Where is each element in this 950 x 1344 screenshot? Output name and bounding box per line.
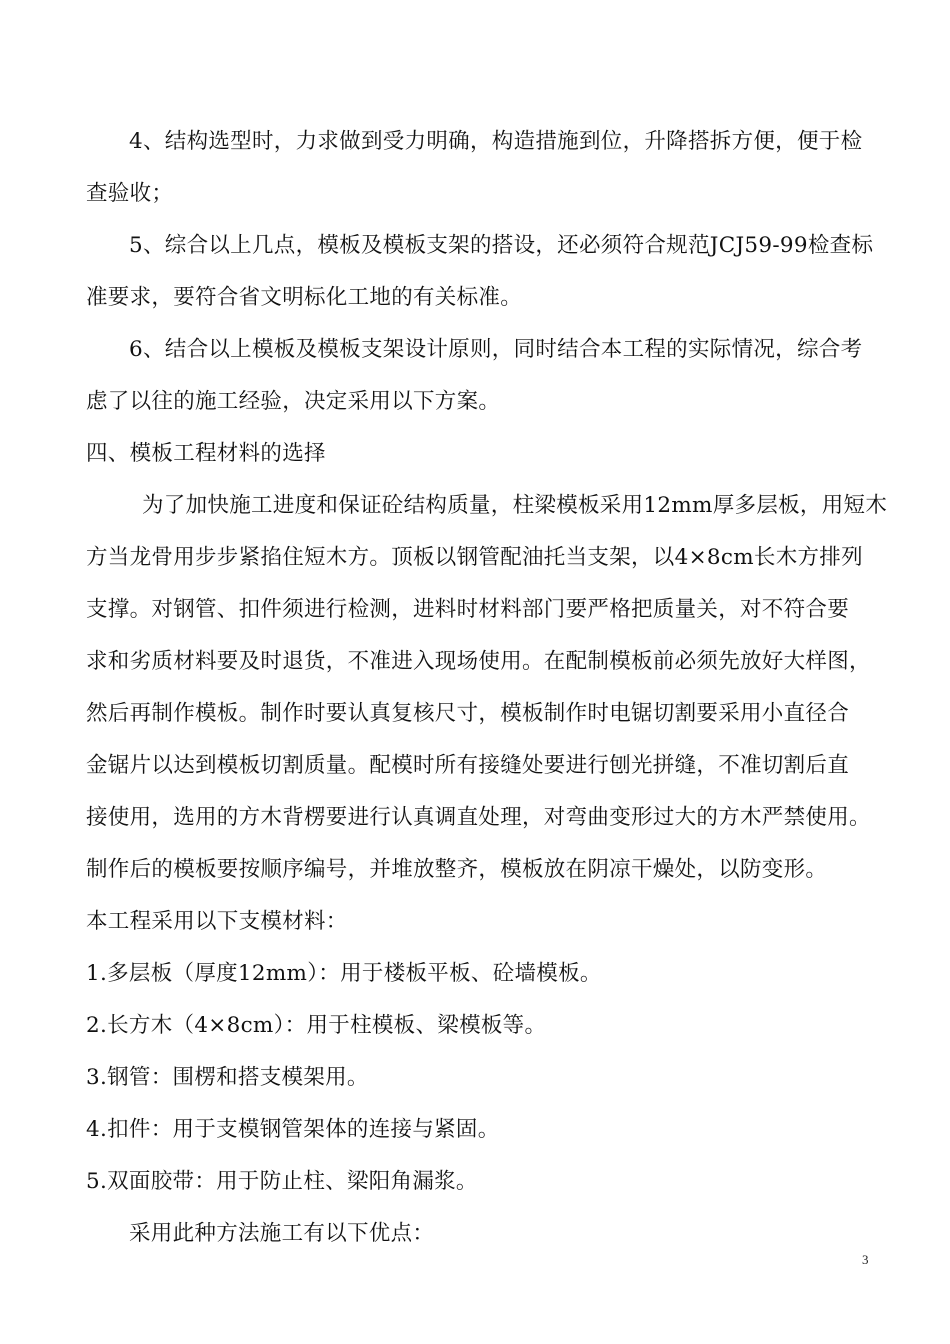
text-line: 虑了以往的施工经验，决定采用以下方案。 (86, 389, 501, 414)
text-line: 采用此种方法施工有以下优点： (129, 1221, 435, 1246)
text-line: 1.多层板（厚度12mm）：用于楼板平板、砼墙模板。 (86, 961, 602, 986)
text-line: 支撑。对钢管、扣件须进行检测，进料时材料部门要严格把质量关，对不符合要 (86, 597, 850, 622)
text-line: 方当龙骨用步步紧掐住短木方。顶板以钢管配油托当支架，以4×8cm长木方排列 (86, 545, 863, 570)
text-line: 6、结合以上模板及模板支架设计原则，同时结合本工程的实际情况，综合考 (129, 337, 863, 362)
text-line: 3.钢管：围楞和搭支模架用。 (86, 1065, 369, 1090)
text-line: 准要求，要符合省文明标化工地的有关标准。 (86, 285, 523, 310)
text-line: 2.长方木（4×8cm）：用于柱模板、梁模板等。 (86, 1013, 547, 1038)
text-line: 4、结构选型时，力求做到受力明确，构造措施到位，升降搭拆方便，便于检 (129, 129, 863, 154)
body-text (86, 116, 888, 1260)
text-line: 本工程采用以下支模材料： (86, 909, 348, 934)
text-line: 金锯片以达到模板切割质量。配模时所有接缝处要进行刨光拼缝，不准切割后直 (86, 753, 850, 778)
text-line: 查验收； (86, 181, 174, 206)
text-line: 5.双面胶带：用于防止柱、梁阳角漏浆。 (86, 1169, 478, 1194)
text-line: 4.扣件：用于支模钢管架体的连接与紧固。 (86, 1117, 500, 1142)
text-line: 为了加快施工进度和保证砼结构质量，柱梁模板采用12mm厚多层板，用短木 (142, 493, 888, 518)
text-line: 然后再制作模板。制作时要认真复核尺寸，模板制作时电锯切割要采用小直径合 (86, 701, 850, 726)
text-line: 求和劣质材料要及时退货，不准进入现场使用。在配制模板前必须先放好大样图， (86, 649, 871, 674)
text-line: 5、综合以上几点，模板及模板支架的搭设，还必须符合规范JCJ59-99检查标 (129, 233, 874, 258)
text-line: 制作后的模板要按顺序编号，并堆放整齐，模板放在阴凉干燥处，以防变形。 (86, 857, 828, 882)
page-number: 3 (862, 1252, 869, 1267)
text-line: 四、模板工程材料的选择 (86, 441, 326, 466)
text-line: 接使用，选用的方木背楞要进行认真调直处理，对弯曲变形过大的方木严禁使用。 (86, 805, 871, 830)
